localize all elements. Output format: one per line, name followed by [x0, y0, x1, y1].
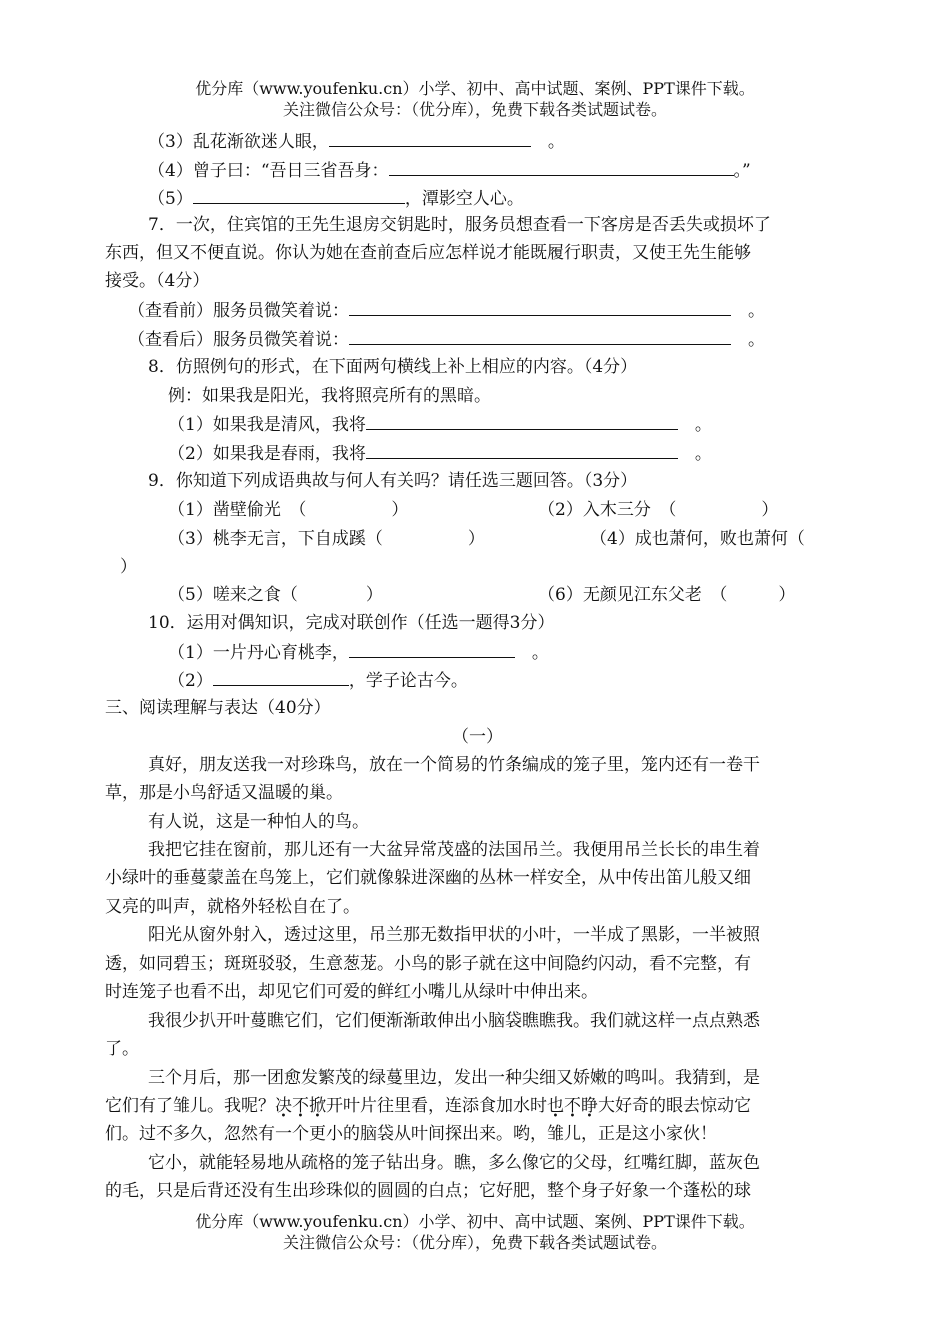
- q10-item-2-end: ，学子论古今。: [348, 671, 468, 691]
- q9-item-5: （5）嗟来之食（ ）: [168, 585, 383, 605]
- q6-item-4-end: 。”: [733, 161, 751, 181]
- q6-item-4: [148, 158, 751, 183]
- q8-item-1-blank[interactable]: [366, 412, 678, 430]
- footer-line-1: 优分库（www.youfenku.cn）小学、初中、高中试题、案例、PPT课件下载。: [195, 1212, 755, 1231]
- q10-item-1-text: （1）一片丹心育桃李，: [168, 643, 349, 663]
- q8-item-1-end: 。: [694, 415, 712, 435]
- passage-line-emphasis: [105, 1094, 751, 1118]
- q7-after: [128, 327, 765, 352]
- passage-line: 们。过不多久，忽然有一个更小的脑袋从叶间探出来。哟，雏儿，正是这小家伙！: [105, 1124, 717, 1144]
- q9-item-4-close: ）: [120, 557, 137, 577]
- q9-item-2: （2）入木三分 （ ）: [538, 500, 779, 520]
- q7-after-end: 。: [748, 330, 765, 350]
- q6-item-4-blank[interactable]: [389, 158, 734, 176]
- q6-item-5-end: ，潭影空人心。: [404, 189, 524, 209]
- passage-line: 又亮的叫声，就格外轻松自在了。: [105, 897, 360, 917]
- passage-line: 三个月后，那一团愈发繁茂的绿蔓里边，发出一种尖细又娇嫩的鸣叫。我猜到，是: [148, 1068, 760, 1088]
- q6-item-3-end: 。: [547, 132, 565, 152]
- q9-item-4: （4）成也萧何，败也萧何（: [590, 529, 805, 549]
- emphasis-char: 决: [275, 1096, 292, 1116]
- passage-line: 了。: [105, 1039, 139, 1059]
- q10-item-1-end: 。: [531, 643, 549, 663]
- q7-after-blank[interactable]: [349, 327, 731, 345]
- passage-line: 阳光从窗外射入，透过这里，吊兰那无数指甲状的小叶，一半成了黑影，一半被照: [148, 925, 760, 945]
- q8-item-2-end: 。: [694, 444, 712, 464]
- header-line-1: 优分库（www.youfenku.cn）小学、初中、高中试题、案例、PPT课件下载。: [195, 79, 755, 98]
- q8-item-2-blank[interactable]: [366, 441, 678, 459]
- q10-title: 10．运用对偶知识，完成对联创作（任选一题得3分）: [148, 613, 555, 633]
- emphasis-char: 睁: [581, 1096, 598, 1116]
- q10-item-1: [168, 640, 549, 665]
- section-3-part: （一）: [452, 727, 503, 747]
- q7-line-3: 接受。（4分）: [105, 271, 210, 291]
- q7-before-label: （查看前）服务员微笑着说：: [128, 301, 349, 321]
- q6-item-4-text: （4）曾子曰：“吾日三省吾身：: [148, 161, 389, 181]
- passage-segment: 大好奇的眼去惊动它: [598, 1096, 751, 1116]
- q8-item-2: [168, 441, 712, 466]
- emphasis-char: 不: [292, 1096, 309, 1116]
- passage-line: 透，如同碧玉；斑斑驳驳，生意葱茏。小鸟的影子就在这中间隐约闪动，看不完整，有: [105, 954, 751, 974]
- q8-title: 8．仿照例句的形式，在下面两句横线上补上相应的内容。（4分）: [148, 357, 638, 377]
- q6-item-3-blank[interactable]: [329, 129, 531, 147]
- q7-line-2: 东西，但又不便直说。你认为她在查前查后应怎样说才能既履行职责，又使王先生能够: [105, 243, 751, 263]
- q6-item-5-blank[interactable]: [193, 186, 405, 204]
- q8-example: 例：如果我是阳光，我将照亮所有的黑暗。: [168, 386, 491, 406]
- passage-line: 草，那是小鸟舒适又温暖的巢。: [105, 783, 343, 803]
- section-3-title: 三、阅读理解与表达（40分）: [105, 698, 331, 718]
- q9-item-3: （3）桃李无言，下自成蹊（ ）: [168, 529, 485, 549]
- emphasis-char: 掀: [309, 1096, 326, 1116]
- emphasis-char: 也: [547, 1096, 564, 1116]
- q6-item-5: [148, 186, 524, 211]
- q9-item-6: （6）无颜见江东父老 （ ）: [538, 585, 796, 605]
- q8-item-1-text: （1）如果我是清风，我将: [168, 415, 366, 435]
- q8-item-1: [168, 412, 712, 437]
- passage-line: 有人说，这是一种怕人的鸟。: [148, 812, 369, 832]
- q9-item-1: （1）凿壁偷光 （ ）: [168, 500, 409, 520]
- passage-line: 的毛，只是后背还没有生出珍珠似的圆圆的白点；它好肥，整个身子好象一个蓬松的球: [105, 1181, 751, 1201]
- q10-item-2-text: （2）: [168, 671, 213, 691]
- passage-segment: 它们有了雏儿。我呢？: [105, 1096, 275, 1116]
- passage-line: 小绿叶的垂蔓蒙盖在鸟笼上，它们就像躲进深幽的丛林一样安全，从中传出笛儿般又细: [105, 868, 751, 888]
- emphasis-char: 不: [564, 1096, 581, 1116]
- q7-before: [128, 298, 765, 323]
- passage-line: 我很少扒开叶蔓瞧它们，它们便渐渐敢伸出小脑袋瞧瞧我。我们就这样一点点熟悉: [148, 1011, 760, 1031]
- footer-line-2: 关注微信公众号：（优分库），免费下载各类试题试卷。: [282, 1233, 667, 1252]
- q6-item-5-text: （5）: [148, 189, 193, 209]
- q10-item-2-blank[interactable]: [213, 668, 349, 686]
- passage-line: 时连笼子也看不出，却见它们可爱的鲜红小嘴儿从绿叶中伸出来。: [105, 982, 598, 1002]
- q6-item-3: [148, 129, 565, 154]
- q6-item-3-text: （3）乱花渐欲迷人眼，: [148, 132, 329, 152]
- q8-item-2-text: （2）如果我是春雨，我将: [168, 444, 366, 464]
- q7-after-label: （查看后）服务员微笑着说：: [128, 330, 349, 350]
- passage-segment: 开叶片往里看，连添食加水时: [326, 1096, 547, 1116]
- q7-line-1: 7．一次，住宾馆的王先生退房交钥匙时，服务员想查看一下客房是否丢失或损坏了: [148, 215, 771, 235]
- q7-before-blank[interactable]: [349, 298, 731, 316]
- passage-line: 我把它挂在窗前，那儿还有一大盆异常茂盛的法国吊兰。我便用吊兰长长的串生着: [148, 840, 760, 860]
- q7-before-end: 。: [748, 301, 765, 321]
- q9-title: 9．你知道下列成语典故与何人有关吗？请任选三题回答。（3分）: [148, 471, 638, 491]
- q10-item-1-blank[interactable]: [349, 640, 515, 658]
- q10-item-2: [168, 668, 468, 693]
- passage-line: 真好，朋友送我一对珍珠鸟，放在一个简易的竹条编成的笼子里，笼内还有一卷干: [148, 755, 760, 775]
- passage-line: 它小，就能轻易地从疏格的笼子钻出身。瞧，多么像它的父母，红嘴红脚，蓝灰色: [148, 1153, 760, 1173]
- header-line-2: 关注微信公众号：（优分库），免费下载各类试题试卷。: [282, 100, 667, 119]
